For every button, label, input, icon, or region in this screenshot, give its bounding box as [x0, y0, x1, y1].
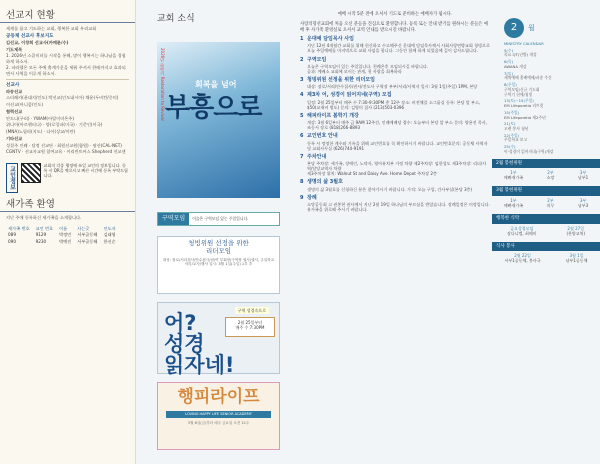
poster-small-text: 회복을 넘어 — [195, 80, 237, 89]
partner-line: 파송선교 — [6, 88, 23, 94]
calendar-list — [492, 49, 600, 155]
church-news-visuals — [145, 14, 298, 457]
calendar-date: 21(토) — [504, 121, 516, 127]
bible-reading-card — [157, 302, 280, 377]
member-info-text: 교회의 각종 행정에 쓰일 교인의 정보입니다. 등록 시 QR을 찍으시고 빠른 시간에 등록 부탁드립니다. — [43, 163, 128, 179]
offering-value: 메빠재가족 — [503, 202, 524, 208]
news-item-number: 6 — [300, 133, 304, 140]
news-item — [300, 36, 490, 53]
news-item-body: 오늘은 구역모임이 있는 주일입니다. 친례온후 모임되시길 바랍니다. — [307, 63, 429, 69]
offering-value: 남부1 — [577, 175, 589, 181]
elder-meeting-title: 청빙위원 선정을 위한 리더모임 — [188, 239, 249, 255]
divider — [6, 79, 129, 80]
welcome-cell: 세가족 번호 — [8, 226, 30, 232]
welcome-table — [0, 223, 135, 247]
welcome-cell: 9129 — [35, 232, 47, 238]
calendar-event: 이·성경이 읽어지네(구역)개강 — [504, 148, 554, 154]
welcome-cell: 서부골동해 — [77, 232, 98, 238]
calendar-event: EM Lifeporetia 제2주년 — [504, 114, 546, 120]
calendar-event: 새벽예배 홈배예배/파송 주간 — [504, 75, 552, 81]
welcome-cell: 089 — [8, 232, 16, 238]
mission-line: 2. 파라헬은 모든 주예 출계가운을 세워 주셔서 찬때까지고 효과되면서 사역을 이루게 하소서. — [6, 65, 126, 76]
welcome-cell: 인도자 — [103, 226, 116, 232]
welcome-col — [59, 226, 71, 244]
news-item — [300, 154, 490, 177]
news-item-body: 소망공동회 고 권봉현 권사께서 지난 2월 19일 하나님의 부르심을 받았습니다. 장례일정은 미정입니다. 유가족을 위로해 주시기 바랍니다. — [307, 201, 490, 213]
happy-table — [492, 224, 600, 238]
elder-meeting-body: 대상: 장로/서리집사/안수집사/남/여 부회장/구역장 권사/권사, 주일학교 서리/교사/행사 일시: 3월 1일(주일) 1부 후 — [162, 257, 275, 267]
happy-value: 장다니엘, 최해미 — [506, 230, 537, 236]
calendar-date: 5(수) — [504, 47, 514, 53]
news-intro: 예배 시작 5분 전에 오셔서 기도로 준비하는 예배자가 됩시다. — [337, 12, 453, 17]
group-meeting-label: 구역모임 — [158, 213, 189, 225]
welcome-cell: 서부골동해 — [77, 238, 98, 244]
offering-value: 메빠재가족 — [503, 175, 524, 181]
calendar-event: 구역모임/신규 기도회 구역기 헌예/청빙 — [504, 86, 540, 97]
qr-code-icon[interactable] — [21, 163, 41, 183]
welcome-cell: 교인 번호 — [35, 226, 54, 232]
mission-line: 기도제목 — [6, 46, 23, 52]
news-item-title: 장례 — [307, 194, 317, 201]
poster-vertical-text: 2026년 하반기 Restoration to Revival — [160, 48, 165, 121]
happy-life-title: 행피라이프 — [177, 387, 260, 407]
revival-poster — [157, 42, 280, 198]
partner-line: 기타선교 — [6, 135, 23, 141]
meal-service — [492, 251, 600, 265]
news-item-number: 4 — [300, 92, 304, 99]
partner-line: 성결주 인웨 · 담정 선교단 · 회원선교원(함원) · 팡산(CAL-NET) — [6, 142, 122, 148]
news-item — [300, 57, 490, 74]
news-item-number: 7 — [300, 153, 304, 160]
offering-key: 3부 — [579, 197, 587, 203]
offering-value: 소망 — [546, 175, 555, 181]
calendar-column — [492, 18, 600, 464]
partner-line: (MNA)노릴라(지도) · 다이(상교/이란) — [6, 129, 76, 135]
welcome-cell: 한선순 — [103, 238, 116, 244]
news-item-title: 생명의 삶 3월호 — [307, 179, 343, 186]
news-item-title: 제3차 어, 성경이 읽어지네(구역) 모집 — [307, 92, 392, 99]
partner-line: CGNTV · 선교자교원 참여교육 · 이리린트어스 Shepherd 선교센 — [6, 149, 126, 155]
news-item-number: 3 — [300, 77, 304, 84]
news-item-title: 청빙위원 선정을 위한 리더모임 — [307, 77, 376, 84]
news-item-title: 운대예 담임목사 사임 — [307, 36, 354, 43]
calendar-event: 주일학교 보고 — [504, 137, 528, 143]
news-item-number: 5 — [300, 112, 304, 119]
calendar-subtitle: MINISTRY CALENDAR — [504, 41, 544, 46]
news-item-body: 개강: 3월 6일부터 매주 금 9AM 12주간, 인례예배당 접수: 오늘부터 본당 앞 부스 문의: 양용진 목사, 조동서 장로 (818)266-8893 — [307, 120, 488, 131]
member-info-tag: 교인정보 — [6, 163, 18, 193]
partner-line: 이선교(아니콩/인도) — [6, 102, 44, 108]
offering-key: 2부 — [547, 197, 554, 203]
news-item-number: 8 — [300, 179, 304, 186]
mission-section-2: 선교사 — [6, 82, 20, 88]
mission-section-1: 공동체 선교사 후보지도 — [6, 34, 54, 40]
welcome-cell: 박예진 — [59, 238, 72, 244]
meal-service-title: 식사 봉사 — [492, 242, 600, 252]
news-item — [300, 195, 490, 212]
welcome-cell: 김태영 — [103, 232, 116, 238]
bible-reading-tag: 구역 성경속으로 — [235, 307, 269, 314]
happy-life-sub: 3월 6일(금)부터 매주 금요일 오전 12주 — [187, 420, 250, 425]
news-item-highlight: 제3주차장 위치: Walnut St and Daisy Ave. Home Depot 주차장 2층 — [307, 171, 437, 177]
bible-reading-title: 어? 성경 읽자네! — [164, 311, 235, 377]
partner-line: 위니아(아르헨티나) · 양(로잉파(미국) · 기준인(이국) — [6, 122, 103, 128]
happy-life-card — [157, 382, 280, 450]
offering-mar — [492, 196, 600, 210]
news-welcome: 사랑의형선교회에 처음 오신 분들을 진심으로 환영합니다. 등록 또는 안내 받기를 원하시는 분들은 예배 후 사가족 환영실로 오셔서 교역 안내를 받으시길 바랍니다. — [300, 22, 488, 33]
welcome-col — [36, 226, 54, 244]
church-news-title: 교회 소식 — [157, 14, 195, 24]
bible-reading-date: 2월 25일부터 매주 수 7:30PM — [225, 317, 275, 337]
calendar-date: 22(주일) — [504, 132, 520, 138]
news-item-body: 일정: 2월 25일부터 매주 수 7:30-9:30PM 총 12주 장소: 비전채플 소그룹실 등록: 본당 앞 부스, $50(교재비 별도) 문의: 김영미 집사 (213)503-0396 — [307, 99, 481, 110]
partner-line: 스터레카(윤대지/인도) 박선교(인도네시아) 채윤(두비칸/중미) — [6, 95, 119, 101]
happy-key: 금요성경모임 — [510, 225, 534, 231]
offering-key: 1부 — [510, 170, 517, 176]
mission-intro: 세계를 품고 기도하는 교회, 행복한 교회 우리교회 — [6, 25, 97, 31]
meal-key: 2월 22일 — [514, 253, 531, 259]
news-item-number: 2 — [300, 56, 304, 63]
offering-value: 남부3 — [577, 202, 589, 208]
offering-feb — [492, 168, 600, 182]
news-column — [300, 10, 490, 460]
meal-value: 남부1공동체 — [565, 258, 588, 264]
offering-feb-title: 2월 봉헌위원 — [492, 159, 600, 169]
calendar-event: 오랜 봉사 청년 — [504, 126, 529, 132]
news-item-body: 본당 주차장: 세가족, 장애인, 노약자, 영아유치부 가정 차량 제2주차장: 임한성도 제3주차장: 리더/사역/담당교역자 차량 — [307, 161, 487, 172]
welcome-col — [8, 226, 30, 244]
news-item-number: 9 — [300, 194, 304, 201]
news-item-highlight: 공과: 예배소 교회에 모이는 관계, 첫 사랑을 회복하라 — [307, 68, 402, 74]
news-item-number: 1 — [300, 36, 304, 43]
news-item-title: 교인번호 안내 — [307, 133, 338, 140]
calendar-date: 7(토) — [504, 70, 514, 76]
group-meeting-banner — [157, 212, 280, 226]
calendar-date: 25(수) — [504, 144, 516, 150]
offering-key: 2부 — [547, 170, 554, 176]
news-item — [300, 179, 490, 191]
happy-life-bar: LOVING HAPPY LIFE SENIOR ACADEMY — [166, 411, 271, 417]
happy-value: (찬양교역) — [566, 230, 586, 236]
welcome-col — [103, 226, 115, 244]
elder-meeting-card — [157, 236, 280, 294]
calendar-event: AWANA 개강 — [504, 63, 527, 69]
welcome-note: 지난 주에 등록하신 새가족을 소개합니다. — [6, 214, 82, 220]
welcome-col — [77, 226, 97, 244]
mission-line: 김선교, 이창희 선교사(카메룬/수) — [6, 39, 69, 45]
news-item-body: 생명의 삶 3월호를 신청하신 분은 찾아가시기 바랍니다. 가격: 오늘 구입, 간사부실(본당 3층) — [307, 186, 473, 192]
calendar-date: 6(목) — [504, 59, 514, 65]
welcome-cell: 사는곳 — [77, 226, 90, 232]
welcome-cell: 박정민 — [59, 232, 72, 238]
offering-key: 3부 — [579, 170, 587, 176]
news-item-body: 지난 12년 4개월간 교회를 위해 헌신하고 수고해주신 운대예 담임목사께서 사회사랑연방교회 청빙으로 오늘 주일예배를 마지막으로 교회 사임을 합니다. 그동안 함께 하게 되었음에 깊이 감사드립니다. — [307, 43, 490, 54]
mission-line: 1. 2026년 스쿨미터를 시작을 통해, 많이 행복시는 하나님을 경험하게 하소서. — [6, 53, 126, 64]
meal-value: 서부1공동체, 봉사국 — [504, 258, 541, 264]
welcome-cell: 9230 — [35, 238, 47, 244]
news-item — [300, 92, 490, 109]
calendar-date: 15(주일) — [504, 109, 520, 115]
meal-key: 3월 1일 — [569, 253, 584, 259]
welcome-title: 새가족 환영 — [0, 199, 135, 212]
group-meeting-text: 이슬은 구역모임 있는 주일입니다. — [192, 215, 249, 221]
partner-line: 안드나(구러) · YWAM(아랍이미온주) — [6, 115, 74, 121]
news-item — [300, 113, 490, 130]
happy-table-title: 행복한 식탁 — [492, 214, 600, 224]
member-info-box — [6, 163, 129, 193]
month-label: 월 — [528, 23, 535, 32]
welcome-cell: 이름 — [59, 226, 68, 232]
news-item-title: 주차안내 — [307, 153, 327, 160]
calendar-event: EM Lifeporetia 리트릿 — [504, 103, 544, 109]
welcome-cell: 090 — [8, 238, 16, 244]
offering-key: 1부 — [510, 197, 517, 203]
partner-line: 협력선교 — [6, 108, 23, 114]
month-number: 2 — [504, 18, 524, 38]
mission-column — [0, 0, 136, 464]
happy-key: 2월 27일 — [567, 225, 585, 231]
offering-value: 의무 — [546, 202, 555, 208]
calendar-event: 목요 QT(난방) 개강 — [504, 52, 537, 58]
news-item — [300, 133, 490, 150]
news-item-body: 대상: 장로/서리/안수집사/권사/전도사 구역장 부부/서리/사역자 일시: 3월 1일(주일) 1PM, 본당 — [307, 84, 478, 90]
poster-big-text: 부흥으로 — [165, 93, 262, 123]
calendar-date: 8(주일) — [504, 82, 517, 88]
news-item — [300, 77, 490, 89]
news-item-body: 등록 시 정정한 계수와 기록을 위해 교인번호를 꼭 확인하시기 바랍니다. 교인번호문의: 공동체 사역자 및 교회사무실 (626)744-9191 — [307, 140, 488, 151]
news-item-title: 구역모임 — [307, 56, 327, 63]
offering-mar-title: 3월 봉헌위원 — [492, 186, 600, 196]
news-item-title: 해피라이프 봄학기 개강 — [307, 112, 359, 119]
mission-title: 선교지 현황 — [0, 0, 135, 23]
calendar-date: 13(토)~15(주일) — [504, 98, 534, 104]
